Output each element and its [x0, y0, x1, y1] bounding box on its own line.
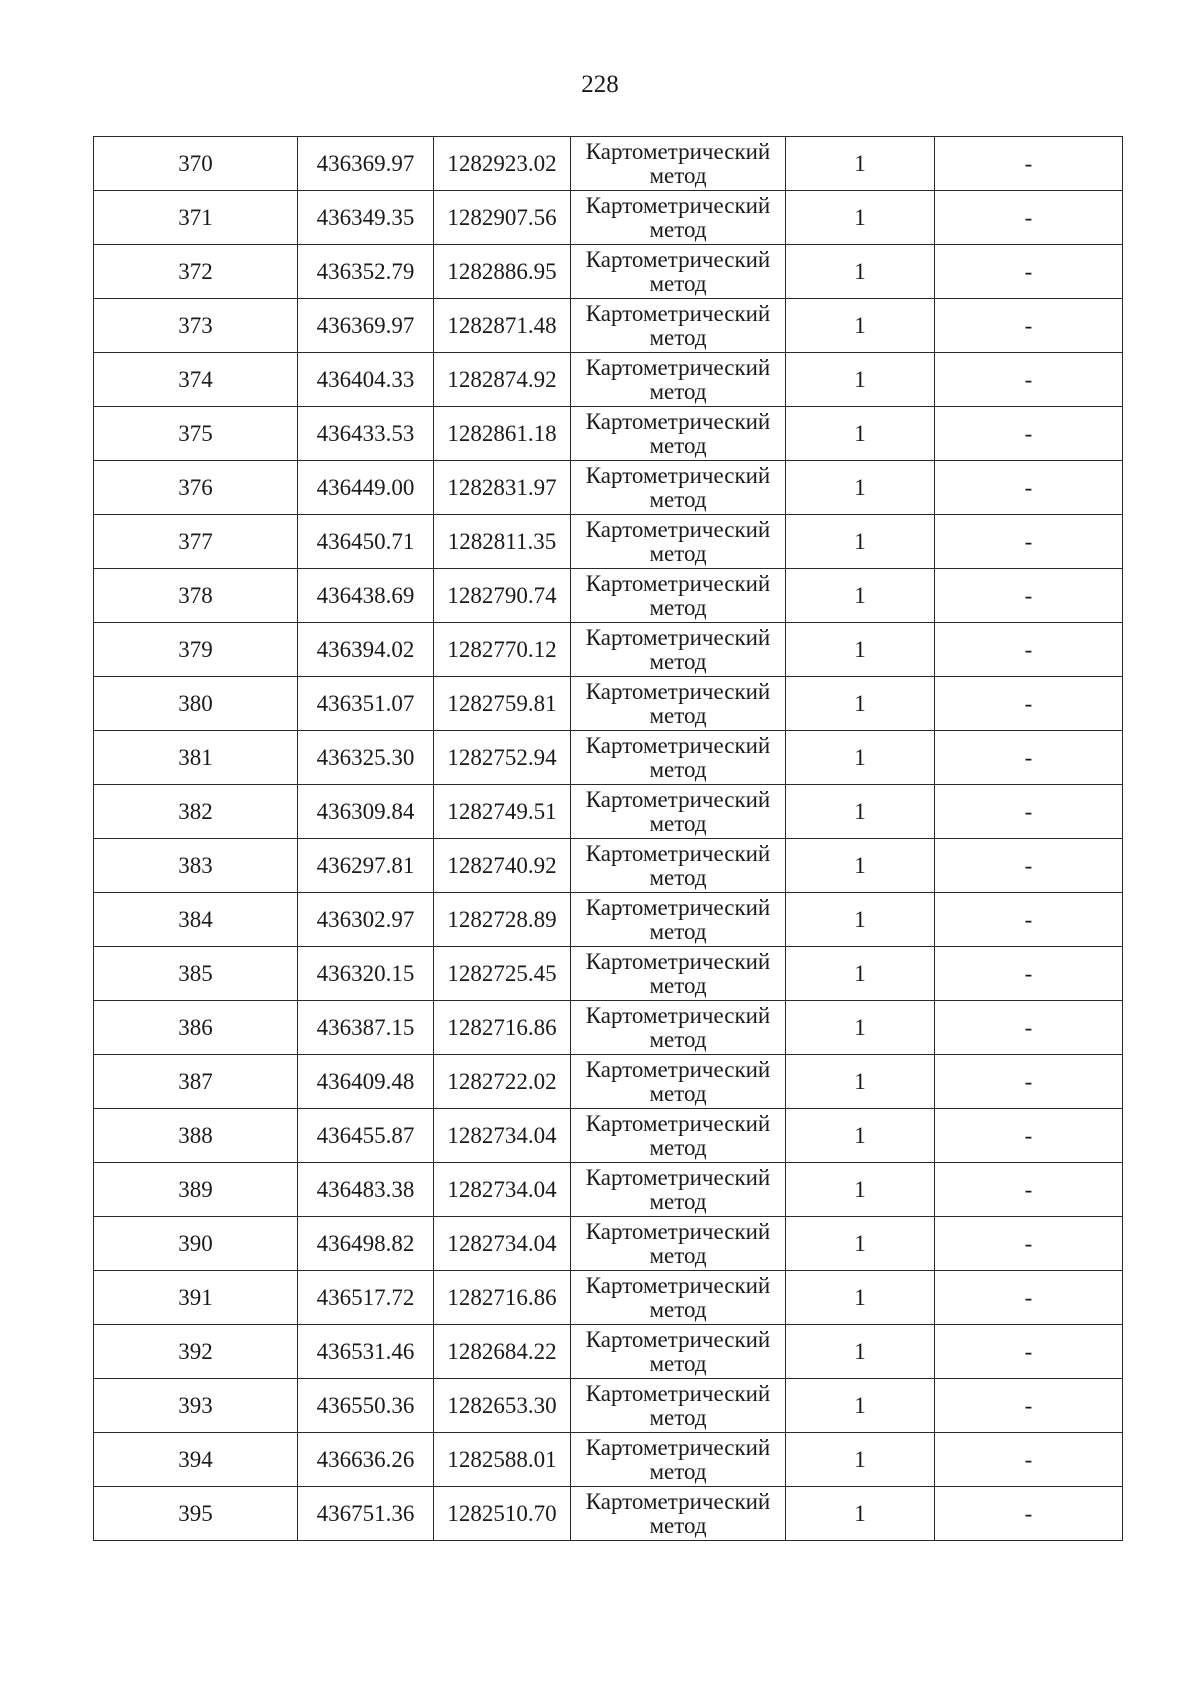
note-cell: - [935, 1487, 1123, 1541]
x-coordinate-cell: 436369.97 [298, 299, 434, 353]
x-coordinate-cell: 436352.79 [298, 245, 434, 299]
method-cell [571, 137, 786, 191]
method-line-1: Картометрический [585, 840, 771, 866]
method-line-2: метод [649, 486, 707, 512]
method-cell [571, 461, 786, 515]
accuracy-cell: 1 [786, 1487, 935, 1541]
x-coordinate-cell: 436433.53 [298, 407, 434, 461]
accuracy-cell: 1 [786, 1271, 935, 1325]
note-cell: - [935, 515, 1123, 569]
table-row [94, 1217, 1123, 1271]
y-coordinate-cell: 1282752.94 [434, 731, 571, 785]
point-number-cell: 375 [94, 407, 298, 461]
method-line-2: метод [649, 1080, 707, 1106]
method-cell [571, 1217, 786, 1271]
note-cell: - [935, 947, 1123, 1001]
table-body [94, 137, 1123, 1541]
accuracy-cell: 1 [786, 515, 935, 569]
point-number-cell: 382 [94, 785, 298, 839]
x-coordinate-cell: 436517.72 [298, 1271, 434, 1325]
table-row [94, 893, 1123, 947]
accuracy-cell: 1 [786, 1325, 935, 1379]
method-line-2: метод [649, 810, 707, 836]
method-line-1: Картометрический [585, 948, 771, 974]
y-coordinate-cell: 1282749.51 [434, 785, 571, 839]
method-cell [571, 299, 786, 353]
method-line-2: метод [649, 216, 707, 242]
x-coordinate-cell: 436636.26 [298, 1433, 434, 1487]
y-coordinate-cell: 1282728.89 [434, 893, 571, 947]
accuracy-cell: 1 [786, 137, 935, 191]
method-line-1: Картометрический [585, 516, 771, 542]
x-coordinate-cell: 436325.30 [298, 731, 434, 785]
accuracy-cell: 1 [786, 623, 935, 677]
note-cell: - [935, 839, 1123, 893]
method-line-2: метод [649, 1296, 707, 1322]
method-line-2: метод [649, 756, 707, 782]
method-line-2: метод [649, 1404, 707, 1430]
method-line-2: метод [649, 1188, 707, 1214]
method-line-2: метод [649, 1350, 707, 1376]
method-cell [571, 1001, 786, 1055]
point-number-cell: 380 [94, 677, 298, 731]
table-row [94, 1109, 1123, 1163]
method-cell [571, 353, 786, 407]
method-line-2: метод [649, 324, 707, 350]
method-cell [571, 569, 786, 623]
point-number-cell: 387 [94, 1055, 298, 1109]
method-cell [571, 245, 786, 299]
x-coordinate-cell: 436751.36 [298, 1487, 434, 1541]
method-line-1: Картометрический [585, 246, 771, 272]
y-coordinate-cell: 1282716.86 [434, 1271, 571, 1325]
y-coordinate-cell: 1282684.22 [434, 1325, 571, 1379]
method-line-1: Картометрический [585, 192, 771, 218]
point-number-cell: 394 [94, 1433, 298, 1487]
method-line-2: метод [649, 594, 707, 620]
method-cell [571, 1325, 786, 1379]
accuracy-cell: 1 [786, 191, 935, 245]
x-coordinate-cell: 436394.02 [298, 623, 434, 677]
method-line-2: метод [649, 1458, 707, 1484]
method-cell [571, 1055, 786, 1109]
x-coordinate-cell: 436302.97 [298, 893, 434, 947]
method-line-2: метод [649, 864, 707, 890]
x-coordinate-cell: 436309.84 [298, 785, 434, 839]
point-number-cell: 371 [94, 191, 298, 245]
method-line-1: Картометрический [585, 408, 771, 434]
table-row [94, 839, 1123, 893]
point-number-cell: 385 [94, 947, 298, 1001]
accuracy-cell: 1 [786, 947, 935, 1001]
y-coordinate-cell: 1282790.74 [434, 569, 571, 623]
table-row [94, 623, 1123, 677]
y-coordinate-cell: 1282716.86 [434, 1001, 571, 1055]
y-coordinate-cell: 1282886.95 [434, 245, 571, 299]
point-number-cell: 388 [94, 1109, 298, 1163]
method-line-1: Картометрический [585, 138, 771, 164]
table-row [94, 137, 1123, 191]
method-line-2: метод [649, 702, 707, 728]
x-coordinate-cell: 436438.69 [298, 569, 434, 623]
y-coordinate-cell: 1282588.01 [434, 1433, 571, 1487]
table-row [94, 1271, 1123, 1325]
method-line-1: Картометрический [585, 1326, 771, 1352]
method-line-1: Картометрический [585, 786, 771, 812]
y-coordinate-cell: 1282874.92 [434, 353, 571, 407]
method-cell [571, 893, 786, 947]
accuracy-cell: 1 [786, 1433, 935, 1487]
table-row [94, 677, 1123, 731]
y-coordinate-cell: 1282871.48 [434, 299, 571, 353]
y-coordinate-cell: 1282861.18 [434, 407, 571, 461]
note-cell: - [935, 1433, 1123, 1487]
y-coordinate-cell: 1282734.04 [434, 1217, 571, 1271]
method-line-1: Картометрический [585, 1002, 771, 1028]
y-coordinate-cell: 1282923.02 [434, 137, 571, 191]
method-cell [571, 1487, 786, 1541]
x-coordinate-cell: 436455.87 [298, 1109, 434, 1163]
coordinates-table [93, 136, 1123, 1541]
method-line-1: Картометрический [585, 1272, 771, 1298]
accuracy-cell: 1 [786, 569, 935, 623]
point-number-cell: 390 [94, 1217, 298, 1271]
y-coordinate-cell: 1282725.45 [434, 947, 571, 1001]
method-line-2: метод [649, 648, 707, 674]
note-cell: - [935, 893, 1123, 947]
method-cell [571, 1433, 786, 1487]
method-line-2: метод [649, 162, 707, 188]
method-line-1: Картометрический [585, 1434, 771, 1460]
method-line-1: Картометрический [585, 1164, 771, 1190]
note-cell: - [935, 569, 1123, 623]
point-number-cell: 383 [94, 839, 298, 893]
note-cell: - [935, 245, 1123, 299]
table-row [94, 353, 1123, 407]
table-row [94, 947, 1123, 1001]
y-coordinate-cell: 1282722.02 [434, 1055, 571, 1109]
point-number-cell: 373 [94, 299, 298, 353]
x-coordinate-cell: 436531.46 [298, 1325, 434, 1379]
point-number-cell: 370 [94, 137, 298, 191]
point-number-cell: 391 [94, 1271, 298, 1325]
method-cell [571, 1379, 786, 1433]
x-coordinate-cell: 436409.48 [298, 1055, 434, 1109]
method-line-2: метод [649, 378, 707, 404]
method-line-1: Картометрический [585, 570, 771, 596]
x-coordinate-cell: 436297.81 [298, 839, 434, 893]
point-number-cell: 378 [94, 569, 298, 623]
note-cell: - [935, 1379, 1123, 1433]
accuracy-cell: 1 [786, 677, 935, 731]
method-cell [571, 677, 786, 731]
method-line-2: метод [649, 918, 707, 944]
method-cell [571, 1271, 786, 1325]
y-coordinate-cell: 1282510.70 [434, 1487, 571, 1541]
accuracy-cell: 1 [786, 1001, 935, 1055]
x-coordinate-cell: 436387.15 [298, 1001, 434, 1055]
table-row [94, 245, 1123, 299]
table-row [94, 1163, 1123, 1217]
y-coordinate-cell: 1282770.12 [434, 623, 571, 677]
method-line-1: Картометрический [585, 1218, 771, 1244]
accuracy-cell: 1 [786, 299, 935, 353]
table-row [94, 407, 1123, 461]
method-cell [571, 191, 786, 245]
note-cell: - [935, 191, 1123, 245]
accuracy-cell: 1 [786, 1055, 935, 1109]
x-coordinate-cell: 436498.82 [298, 1217, 434, 1271]
note-cell: - [935, 1055, 1123, 1109]
note-cell: - [935, 1109, 1123, 1163]
point-number-cell: 386 [94, 1001, 298, 1055]
accuracy-cell: 1 [786, 1217, 935, 1271]
method-line-2: метод [649, 1512, 707, 1538]
accuracy-cell: 1 [786, 407, 935, 461]
method-cell [571, 407, 786, 461]
note-cell: - [935, 299, 1123, 353]
table-row [94, 515, 1123, 569]
accuracy-cell: 1 [786, 893, 935, 947]
note-cell: - [935, 1001, 1123, 1055]
point-number-cell: 395 [94, 1487, 298, 1541]
method-cell [571, 1163, 786, 1217]
table-row [94, 731, 1123, 785]
accuracy-cell: 1 [786, 245, 935, 299]
table-row [94, 191, 1123, 245]
method-line-1: Картометрический [585, 732, 771, 758]
accuracy-cell: 1 [786, 1379, 935, 1433]
point-number-cell: 393 [94, 1379, 298, 1433]
x-coordinate-cell: 436349.35 [298, 191, 434, 245]
table-row [94, 1001, 1123, 1055]
method-line-1: Картометрический [585, 1380, 771, 1406]
note-cell: - [935, 1217, 1123, 1271]
note-cell: - [935, 785, 1123, 839]
point-number-cell: 384 [94, 893, 298, 947]
note-cell: - [935, 137, 1123, 191]
y-coordinate-cell: 1282811.35 [434, 515, 571, 569]
y-coordinate-cell: 1282734.04 [434, 1109, 571, 1163]
y-coordinate-cell: 1282759.81 [434, 677, 571, 731]
method-line-1: Картометрический [585, 678, 771, 704]
method-line-2: метод [649, 1134, 707, 1160]
table-row [94, 1379, 1123, 1433]
method-line-2: метод [649, 540, 707, 566]
y-coordinate-cell: 1282907.56 [434, 191, 571, 245]
note-cell: - [935, 1325, 1123, 1379]
accuracy-cell: 1 [786, 1109, 935, 1163]
x-coordinate-cell: 436450.71 [298, 515, 434, 569]
method-cell [571, 839, 786, 893]
note-cell: - [935, 353, 1123, 407]
note-cell: - [935, 623, 1123, 677]
point-number-cell: 372 [94, 245, 298, 299]
table-row [94, 1055, 1123, 1109]
accuracy-cell: 1 [786, 1163, 935, 1217]
method-line-1: Картометрический [585, 300, 771, 326]
note-cell: - [935, 677, 1123, 731]
method-cell [571, 623, 786, 677]
point-number-cell: 392 [94, 1325, 298, 1379]
note-cell: - [935, 407, 1123, 461]
point-number-cell: 376 [94, 461, 298, 515]
table-row [94, 785, 1123, 839]
accuracy-cell: 1 [786, 353, 935, 407]
table-row [94, 1325, 1123, 1379]
table-row [94, 1487, 1123, 1541]
method-line-2: метод [649, 270, 707, 296]
method-line-1: Картометрический [585, 462, 771, 488]
accuracy-cell: 1 [786, 731, 935, 785]
x-coordinate-cell: 436320.15 [298, 947, 434, 1001]
x-coordinate-cell: 436369.97 [298, 137, 434, 191]
method-cell [571, 731, 786, 785]
table-row [94, 569, 1123, 623]
method-cell [571, 947, 786, 1001]
method-line-2: метод [649, 1026, 707, 1052]
method-line-1: Картометрический [585, 1110, 771, 1136]
table-row [94, 1433, 1123, 1487]
method-line-1: Картометрический [585, 1488, 771, 1514]
y-coordinate-cell: 1282734.04 [434, 1163, 571, 1217]
y-coordinate-cell: 1282653.30 [434, 1379, 571, 1433]
method-line-2: метод [649, 432, 707, 458]
table-row [94, 461, 1123, 515]
point-number-cell: 389 [94, 1163, 298, 1217]
point-number-cell: 381 [94, 731, 298, 785]
method-line-1: Картометрический [585, 894, 771, 920]
note-cell: - [935, 1271, 1123, 1325]
method-line-2: метод [649, 1242, 707, 1268]
method-line-1: Картометрический [585, 354, 771, 380]
accuracy-cell: 1 [786, 839, 935, 893]
table-row [94, 299, 1123, 353]
point-number-cell: 374 [94, 353, 298, 407]
accuracy-cell: 1 [786, 461, 935, 515]
x-coordinate-cell: 436404.33 [298, 353, 434, 407]
point-number-cell: 377 [94, 515, 298, 569]
accuracy-cell: 1 [786, 785, 935, 839]
note-cell: - [935, 731, 1123, 785]
method-cell [571, 1109, 786, 1163]
method-cell [571, 515, 786, 569]
x-coordinate-cell: 436351.07 [298, 677, 434, 731]
page-number: 228 [581, 71, 619, 98]
method-line-1: Картометрический [585, 624, 771, 650]
method-line-2: метод [649, 972, 707, 998]
note-cell: - [935, 1163, 1123, 1217]
y-coordinate-cell: 1282831.97 [434, 461, 571, 515]
x-coordinate-cell: 436483.38 [298, 1163, 434, 1217]
point-number-cell: 379 [94, 623, 298, 677]
note-cell: - [935, 461, 1123, 515]
method-cell [571, 785, 786, 839]
y-coordinate-cell: 1282740.92 [434, 839, 571, 893]
method-line-1: Картометрический [585, 1056, 771, 1082]
x-coordinate-cell: 436449.00 [298, 461, 434, 515]
x-coordinate-cell: 436550.36 [298, 1379, 434, 1433]
